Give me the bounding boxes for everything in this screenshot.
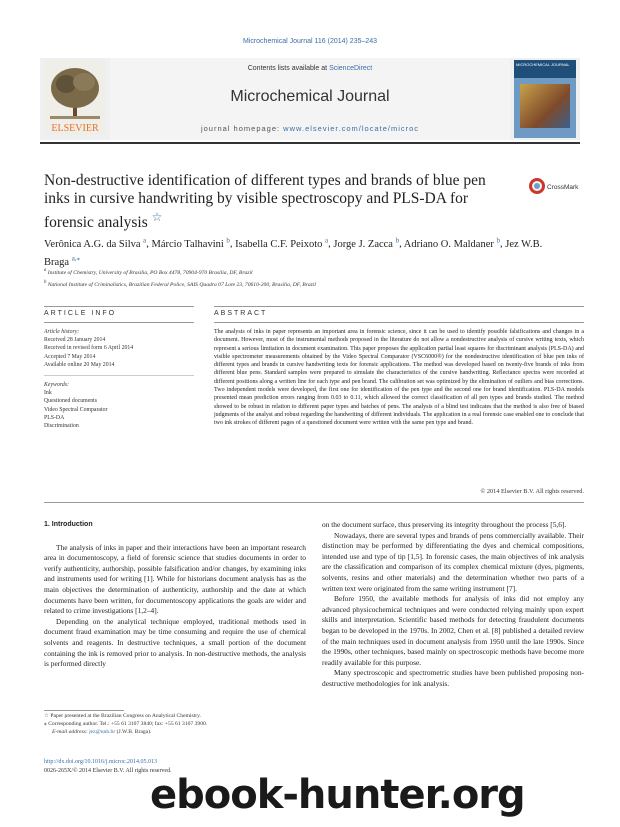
author-affiliation-mark[interactable]: b <box>226 236 230 244</box>
paragraph: Nowadays, there are several types and brands of pens commercially available. Their distinction may be performed by differentiating the dyes and chemical compositions, intended use and type of tip [1,5]. In forensic cases, the main objectives of ink analysis are the classification and comparison of its complex chemical mixture (dyes, pigments, solvents, resins and other materials) and the determination whether two parts of a written text were originated from the same writing instrument [7]. <box>322 530 584 593</box>
journal-cover-thumbnail <box>514 60 576 138</box>
keyword: Ink <box>44 390 52 397</box>
author-name: Jez W.B. Braga <box>44 238 543 268</box>
article-info <box>44 328 194 430</box>
journal-homepage <box>170 124 450 133</box>
contents-availability <box>170 65 450 72</box>
author-name: Márcio Talhavini <box>151 238 224 250</box>
sciencedirect-link[interactable]: ScienceDirect <box>329 65 373 72</box>
paragraph: The analysis of inks in paper and their interactions have been an important research area in documentoscopy, a field of forensic science that studies documents in order to verify authenticity, authorship, possible falsification and/or changes, by examining inks and instruments used for writing [1]. While for historians document analysis has as the main objectives the determination of authenticity, authorship and the date at which documents have been written, for documentoscopy applications the goals are wider and related to crime investigations [1,2–4]. <box>44 542 306 616</box>
abstract-sub-rule <box>214 322 584 323</box>
affiliations <box>44 266 564 290</box>
body-column-right <box>322 520 584 690</box>
body-column-left <box>44 520 306 670</box>
author-name: Verônica A.G. da Silva <box>44 238 141 250</box>
author-affiliation-mark[interactable]: a <box>143 236 147 244</box>
author <box>403 236 500 250</box>
info-divider <box>44 375 194 376</box>
article-title-text: Non-destructive identification of different types and brands of blue pen inks in cursive handwriting by visible spectroscopy and PLS-DA for forensic analysis <box>44 172 486 232</box>
footnote-email: E-mail address: jez@unb.br (J.W.B. Braga). <box>52 729 152 735</box>
article-info-sub-rule <box>44 322 194 323</box>
affiliation-b: $^b$ National Institute of Criminalistics, Brazilian Federal Police, SAIS Quadra 07 Lote 23, 70610-200, Brasília, DF, Brazil <box>44 279 316 288</box>
abstract-bottom-rule <box>44 502 584 503</box>
keywords-label: Keywords: <box>44 382 69 389</box>
cover-image <box>520 84 570 128</box>
affiliation-a: $^a$ Institute of Chemistry, University of Brasília, PO Box 4478, 70904-970 Brasília, DF, Brazil <box>44 268 253 276</box>
author <box>333 236 400 250</box>
footnote-star: ☆ Paper presented at the Brazilian Congress on Analytical Chemistry. <box>44 713 201 719</box>
header-rule <box>40 142 580 144</box>
paragraph: Many spectroscopic and spectrometric studies have been published proposing non-destructive methodologies for ink analysis. <box>322 668 584 688</box>
homepage-link[interactable]: www.elsevier.com/locate/microc <box>283 124 420 133</box>
abstract-copyright: © 2014 Elsevier B.V. All rights reserved. <box>480 488 584 495</box>
keyword: Questioned documents <box>44 398 97 405</box>
author-affiliation-mark[interactable]: b <box>395 236 400 244</box>
elsevier-tree-logo <box>44 60 106 135</box>
homepage-prefix: journal homepage: <box>200 124 284 133</box>
footnote-rule <box>44 710 124 711</box>
paragraph: on the document surface, thus preserving its integrity throughout the process [5,6]. <box>322 520 567 529</box>
keyword: Video Spectral Comparator <box>44 406 108 413</box>
journal-citation[interactable]: Microchemical Journal 116 (2014) 235–243 <box>242 38 378 45</box>
contents-prefix: Contents lists available at <box>247 65 330 72</box>
author <box>151 236 230 250</box>
author-name: Isabella C.F. Peixoto <box>235 238 323 250</box>
author-affiliation-mark[interactable]: b <box>496 236 500 244</box>
author-name: Jorge J. Zacca <box>333 238 393 250</box>
footnotes <box>44 712 306 736</box>
footnote-corresponding: ⁎ Corresponding author. Tel.: +55 61 3107 3840; fax: +55 61 3107 3900. <box>44 721 208 727</box>
abstract-text: The analysis of inks in paper represents an important area in forensic science, since it can be used to identify possible falsifications and changes in a document. However, most of the instrumental methods proposed in the literature do not allow a nondestructive analysis of cursive writing texts, which represent a serious limitation in document examination. This paper proposes the application partial least squares for discriminant analysis (PLS-DA) and visible spectrometer measurements obtained by the Video Spectral Comparator (VSC6000®) for the nondestructive identification of blue pen inks of different types and brands in cursive handwriting texts for forensic applications. The method was developed based on twenty-five brands of inks from different blue pens. Standard samples were prepared to simulate the characteristics of the cursive handwriting. Reflectance spectra were recorded at different positions along a written line for each type and pen brand. The calibration set was optimized by the elimination of outliers and bias corrections. Two independent models were developed, the first one for identification of the pen type and the second one for brand identification. PLS-DA models presented mean prediction errors ranging from 0.03 to 0.11, which allowed the correct classification of all pen types and brands studied. The method showed to be robust in relation to different paper types and batches of pens. The analysis of a blind test indicates that the method is also free of biased judgments of the analyst and robust regarding the handwriting of different individuals. The application in a real forensic case enabled one to conclude that two ink strokes of different pages of a questioned document were written with the same pen type and brand. <box>214 329 584 427</box>
history-item: Available online 20 May 2014 <box>44 361 115 368</box>
email-link[interactable]: jez@unb.br <box>89 729 116 735</box>
history-item: Received 28 January 2014 <box>44 337 106 344</box>
history-label: Article history: <box>44 329 80 335</box>
article-info-top-rule <box>44 306 194 307</box>
crossmark-label: CrossMark <box>547 184 579 191</box>
abstract-top-rule <box>214 306 584 307</box>
journal-title: Microchemical Journal <box>230 88 390 105</box>
author <box>44 236 147 250</box>
keyword: PLS-DA <box>44 414 65 421</box>
elsevier-wordmark: ELSEVIER <box>51 123 99 134</box>
author <box>235 236 329 250</box>
paragraph: Depending on the analytical technique employed, traditional methods used in document fraud examination may be time consuming and require the use of chemical solvents and reagents. In destructive techniques, a small portion of the document containing the ink is removed prior to analysis. In non-destructive methods, the analysis is performed directly <box>44 616 306 669</box>
cover-title: MICROCHEMICAL JOURNAL <box>514 60 576 78</box>
paragraph: Before 1950, the available methods for analysis of inks did not employ any advanced physicochemical techniques and were conducted relying mainly upon expert skills and interpretation. Scientific based methods for detecting fraudulent documents began to be developed in the 1970s. In 2002, Chen et al. [8] published a detailed review of the main techniques used in document analysis from 1950 until the late 1990s. Since the 1990s, other techniques, based mainly on spectroscopic methods have become more readily available for this purpose. <box>322 594 584 667</box>
author-name: Adriano O. Maldaner <box>403 238 494 250</box>
keyword: Discrimination <box>44 423 79 430</box>
doi-link[interactable]: http://dx.doi.org/10.1016/j.microc.2014.05.013 <box>44 759 158 765</box>
crossmark-badge[interactable] <box>528 177 586 195</box>
author-affiliation-mark[interactable]: a <box>325 236 329 244</box>
history-item: Accepted 7 May 2014 <box>44 353 96 360</box>
section-title: 1. Introduction <box>44 521 93 528</box>
watermark: ebook-hunter.org <box>150 772 525 818</box>
author-affiliation-mark[interactable]: a,⁎ <box>71 254 81 263</box>
history-item: Received in revised form 6 April 2014 <box>44 345 134 352</box>
article-title <box>44 172 504 232</box>
abstract-heading: ABSTRACT <box>214 310 268 317</box>
article-info-heading: ARTICLE INFO <box>44 310 117 317</box>
author-list: Verônica A.G. da Silva $^a$, Márcio Talhavini $^b$, Isabella C.F. Peixoto $^a$, Jorge J. Zacca $^b$, Adriano O. Maldaner $^b$, Jez W.B. Braga $^{a,⁎}$ <box>44 236 543 268</box>
title-footnote-mark[interactable]: ☆ <box>151 210 163 224</box>
issn-line: 0026-265X/© 2014 Elsevier B.V. All rights reserved. <box>44 767 172 774</box>
